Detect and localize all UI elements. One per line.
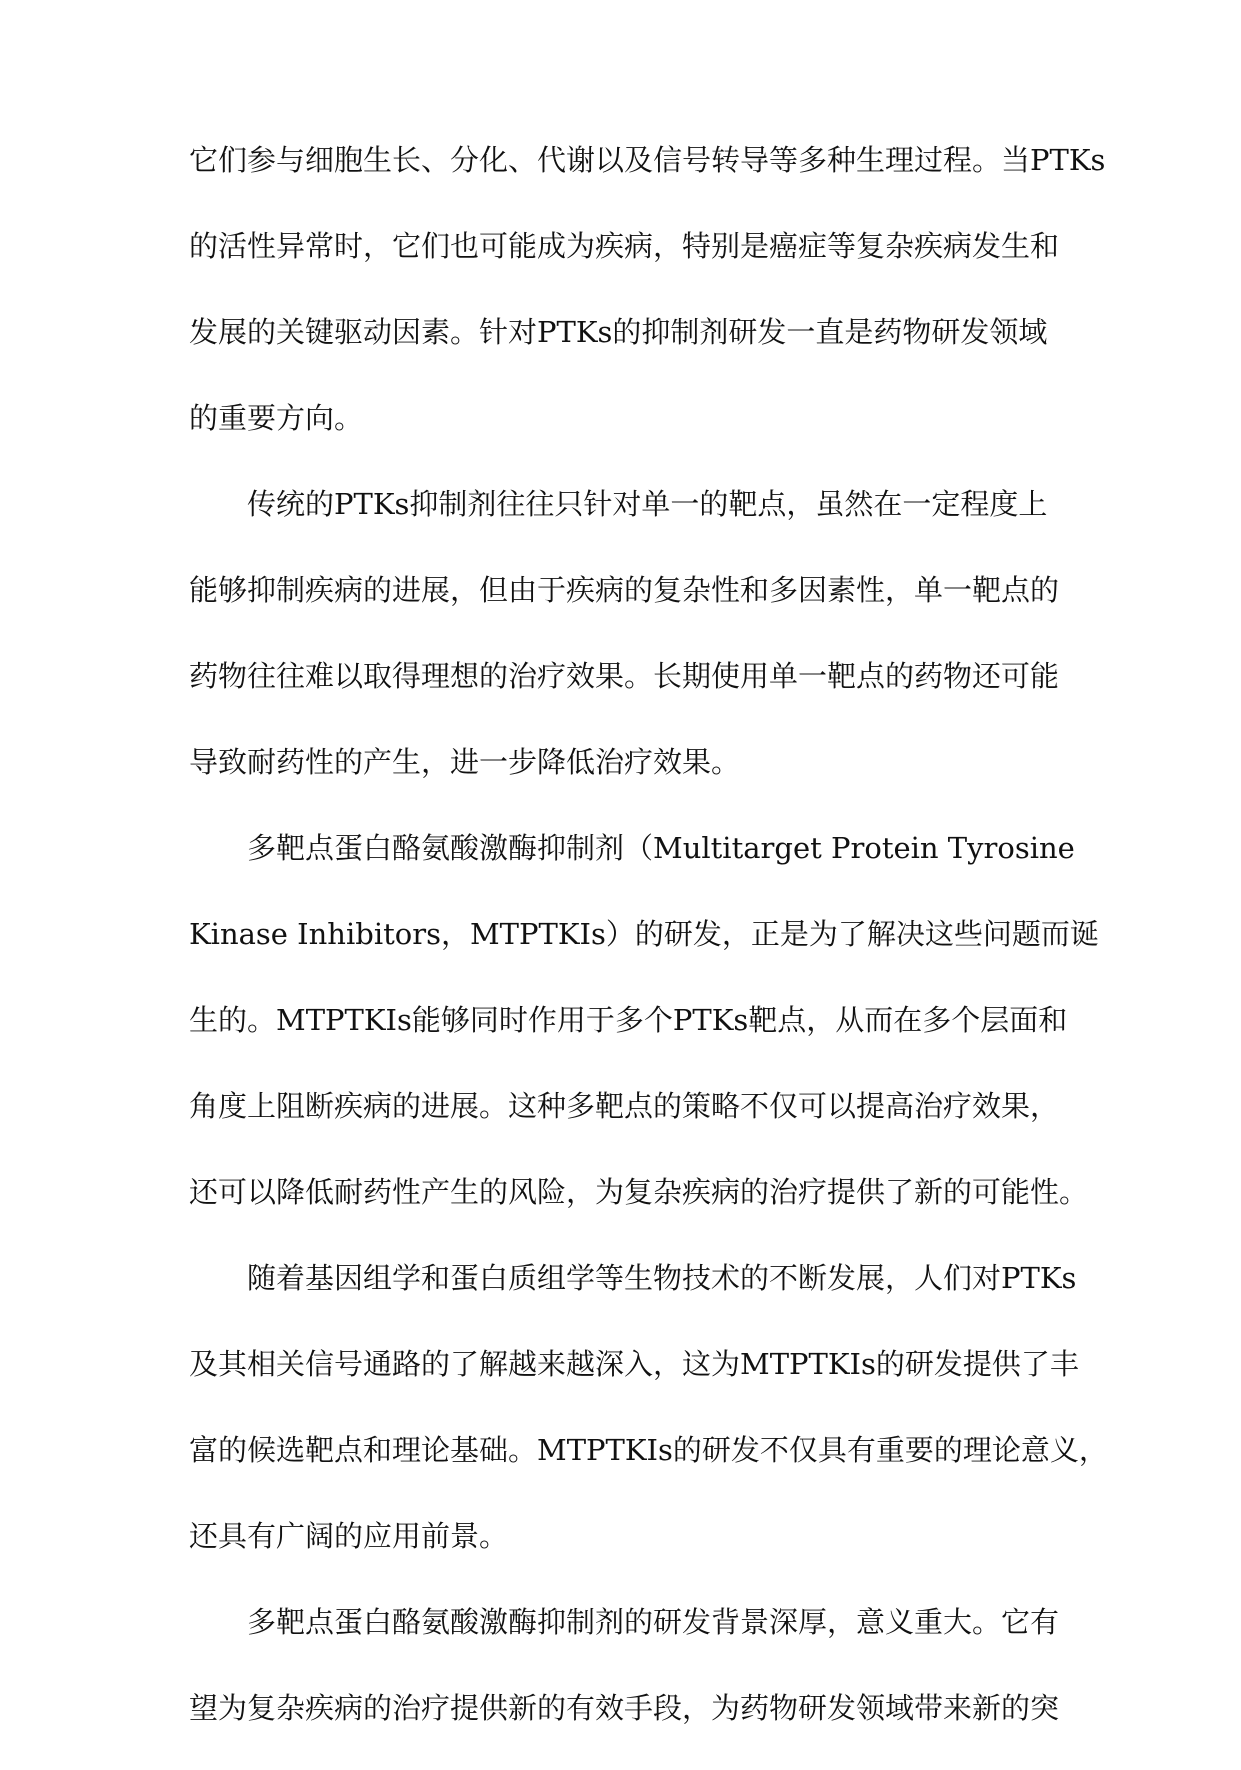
paragraph-2-line-2: 能够抑制疾病的进展，但由于疾病的复杂性和多因素性，单一靶点的	[189, 573, 1060, 607]
paragraph-2-line-1: 传统的PTKs抑制剂往往只针对单一的靶点，虽然在一定程度上	[247, 487, 1048, 521]
paragraph-4-line-1: 随着基因组学和蛋白质组学等生物技术的不断发展，人们对PTKs	[247, 1261, 1077, 1295]
paragraph-3-line-1: 多靶点蛋白酪氨酸激酶抑制剂（Multitarget Protein Tyrosine	[247, 831, 1075, 865]
paragraph-3-line-3: 生的。MTPTKIs能够同时作用于多个PTKs靶点，从而在多个层面和	[189, 1003, 1068, 1037]
paragraph-1-line-2: 的活性异常时，它们也可能成为疾病，特别是癌症等复杂疾病发生和	[189, 229, 1060, 263]
paragraph-1-line-4: 的重要方向。	[189, 401, 364, 435]
paragraph-4-line-3: 富的候选靶点和理论基础。MTPTKIs的研发不仅具有重要的理论意义，	[189, 1433, 1108, 1467]
paragraph-4-line-4: 还具有广阔的应用前景。	[189, 1519, 509, 1553]
paragraph-4-line-2: 及其相关信号通路的了解越来越深入，这为MTPTKIs的研发提供了丰	[189, 1347, 1079, 1381]
paragraph-1-line-3: 发展的关键驱动因素。针对PTKs的抑制剂研发一直是药物研发领域	[189, 315, 1048, 349]
paragraph-5-line-2: 望为复杂疾病的治疗提供新的有效手段，为药物研发领域带来新的突	[189, 1691, 1060, 1725]
paragraph-2-line-3: 药物往往难以取得理想的治疗效果。长期使用单一靶点的药物还可能	[189, 659, 1060, 693]
paragraph-2-line-4: 导致耐药性的产生，进一步降低治疗效果。	[189, 745, 741, 779]
paragraph-3-line-4: 角度上阻断疾病的进展。这种多靶点的策略不仅可以提高治疗效果，	[189, 1089, 1060, 1123]
body-text	[189, 136, 1108, 1770]
paragraph-1-line-1: 它们参与细胞生长、分化、代谢以及信号转导等多种生理过程。当PTKs	[189, 143, 1106, 177]
paragraph-3-line-2: Kinase Inhibitors，MTPTKIs）的研发，正是为了解决这些问题而诞	[189, 917, 1099, 951]
paragraph-3-line-5: 还可以降低耐药性产生的风险，为复杂疾病的治疗提供了新的可能性。	[189, 1175, 1089, 1209]
paragraph-5-line-1: 多靶点蛋白酪氨酸激酶抑制剂的研发背景深厚，意义重大。它有	[247, 1605, 1060, 1639]
